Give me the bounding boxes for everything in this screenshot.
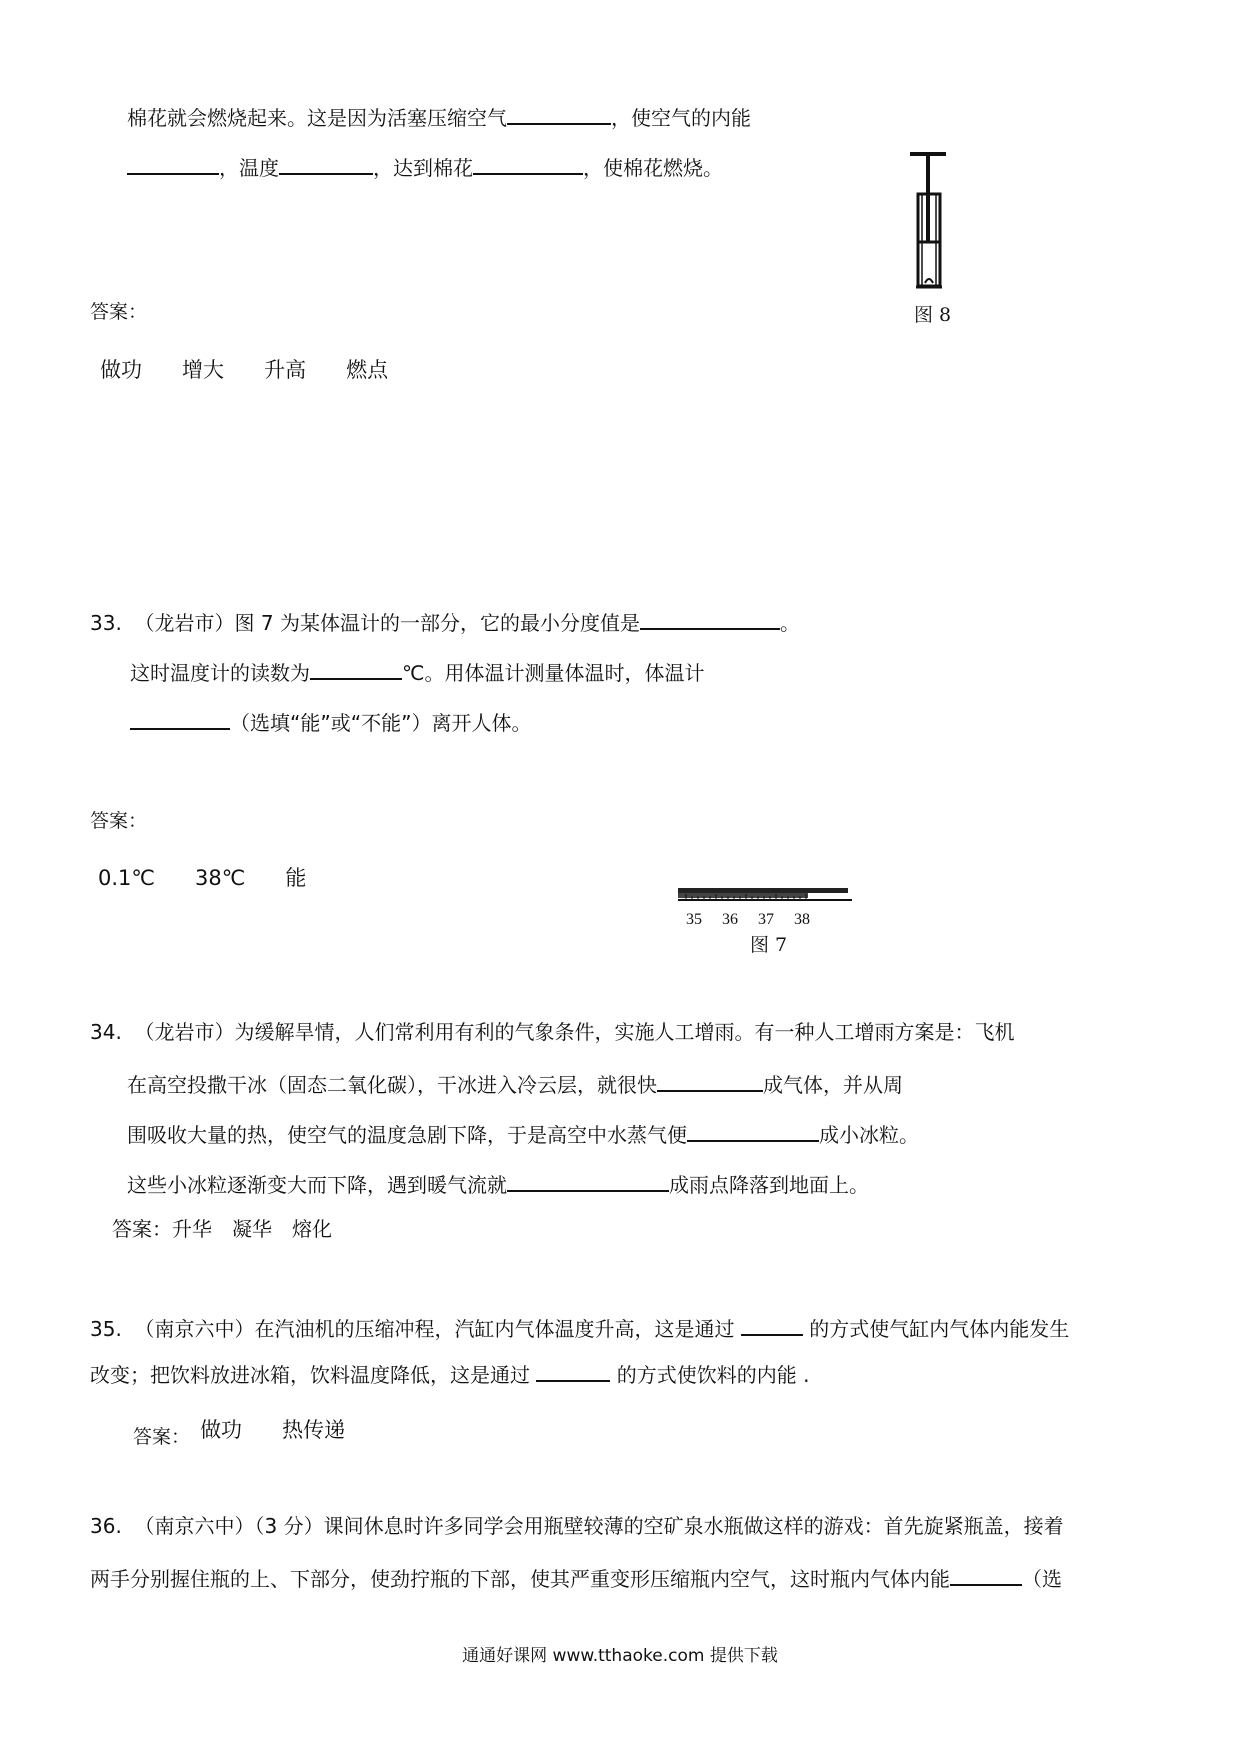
answer-blank (279, 151, 373, 175)
q35-number: 35. (90, 1317, 122, 1341)
answer-blank (741, 1312, 803, 1336)
answer-blank (687, 1118, 819, 1142)
q32-text: ，温度 (219, 156, 279, 180)
q33-answers (98, 862, 340, 892)
q35-text: 的方式使气缸内气体内能发生 (809, 1317, 1070, 1341)
answer-blank (473, 151, 583, 175)
q36-number: 36. (90, 1514, 122, 1538)
q36-text: 两手分别握住瓶的上、下部分，使劲拧瓶的下部，使其严重变形压缩瓶内空气，这时瓶内气体内能 (90, 1567, 950, 1591)
q32-answer-label: 答案： (90, 301, 148, 323)
q32-answer-1: 做功 (100, 358, 142, 382)
q32-text: ，使空气的内能 (611, 106, 751, 130)
figure-7-caption: 图 7 (750, 934, 788, 956)
q36-line-2 (90, 1562, 1062, 1593)
answer-blank (536, 1358, 610, 1382)
q33-line-2 (130, 656, 704, 687)
answer-blank (127, 151, 219, 175)
answer-blank (310, 656, 402, 680)
fire-piston-figure (900, 150, 960, 292)
answer-blank (657, 1068, 763, 1092)
thermometer-scale-figure (676, 886, 856, 932)
answer-blank (640, 606, 780, 630)
q32-answer-2: 增大 (182, 358, 225, 382)
q33-answer-3: 能 (285, 866, 307, 890)
q36-text: （南京六中）（3 分）课间休息时许多同学会用瓶壁较薄的空矿泉水瓶做这样的游戏：首先旋紧瓶盖，接着 (134, 1514, 1064, 1538)
q33-line-1 (90, 606, 800, 637)
q33-number: 33. (90, 611, 122, 635)
answer-blank (130, 706, 230, 730)
q35-text: 的方式使饮料的内能 . (616, 1363, 810, 1387)
q32-text: ，使棉花燃烧。 (583, 156, 723, 180)
scale-tick-36: 36 (722, 911, 738, 928)
q35-text: 改变；把饮料放进冰箱，饮料温度降低，这是通过 (90, 1363, 530, 1387)
q34-line-2 (127, 1068, 903, 1099)
q34-number: 34. (90, 1020, 122, 1044)
q35-line-1 (90, 1312, 1069, 1343)
q34-text: 成气体，并从周 (763, 1073, 903, 1097)
q33-text: ℃。用体温计测量体温时，体温计 (402, 661, 705, 685)
page-footer: 通通好课网 www.tthaoke.com 提供下载 (462, 1646, 778, 1666)
q35-answer-1: 做功 (200, 1418, 243, 1442)
q33-text: （龙岩市）图 7 为某体温计的一部分，它的最小分度值是 (134, 611, 640, 635)
q34-text: 成雨点降落到地面上。 (669, 1173, 869, 1197)
q35-text: （南京六中）在汽油机的压缩冲程，汽缸内气体温度升高，这是通过 (134, 1317, 735, 1341)
q33-line-3 (130, 706, 531, 737)
q32-line-1 (127, 101, 751, 132)
answer-blank (507, 1168, 669, 1192)
q33-answer-1: 0.1℃ (98, 866, 155, 890)
answer-blank (950, 1562, 1022, 1586)
q36-text: （选 (1022, 1567, 1062, 1591)
q35-answers (133, 1414, 379, 1449)
q35-answer-2: 热传递 (282, 1418, 346, 1442)
scale-tick-35: 35 (686, 911, 702, 928)
q34-line-1 (90, 1018, 1015, 1046)
q32-text: 棉花就会燃烧起来。这是因为活塞压缩空气 (127, 106, 507, 130)
answer-blank (507, 101, 611, 125)
q34-line-3 (127, 1118, 919, 1149)
q33-answer-label: 答案： (90, 810, 148, 832)
q32-answers (100, 354, 422, 384)
q36-line-1 (90, 1512, 1064, 1540)
q32-line-2 (127, 151, 723, 182)
scale-tick-37: 37 (758, 911, 774, 928)
q35-answer-label: 答案： (133, 1426, 191, 1448)
q35-line-2 (90, 1358, 809, 1389)
q34-text: （龙岩市）为缓解旱情，人们常利用有利的气象条件，实施人工增雨。有一种人工增雨方案是：飞机 (134, 1020, 1015, 1044)
figure-8-caption: 图 8 (914, 304, 952, 326)
q34-text: 这些小冰粒逐渐变大而下降，遇到暖气流就 (127, 1173, 507, 1197)
q34-answer: 答案：升华 凝华 熔化 (112, 1217, 332, 1241)
q34-text: 在高空投撒干冰（固态二氧化碳），干冰进入冷云层，就很快 (127, 1073, 657, 1097)
scale-tick-38: 38 (794, 911, 810, 928)
q33-text: 。 (779, 611, 800, 635)
q34-text: 成小冰粒。 (819, 1123, 919, 1147)
q32-text: ，达到棉花 (373, 156, 473, 180)
q33-answer-2: 38℃ (195, 866, 246, 890)
q33-text: （选填“能”或“不能”）离开人体。 (230, 711, 532, 735)
q32-answer-4: 燃点 (346, 358, 389, 382)
q34-text: 围吸收大量的热，使空气的温度急剧下降，于是高空中水蒸气便 (127, 1123, 687, 1147)
q34-line-4 (127, 1168, 869, 1199)
q33-text: 这时温度计的读数为 (130, 661, 310, 685)
q32-answer-3: 升高 (264, 358, 307, 382)
